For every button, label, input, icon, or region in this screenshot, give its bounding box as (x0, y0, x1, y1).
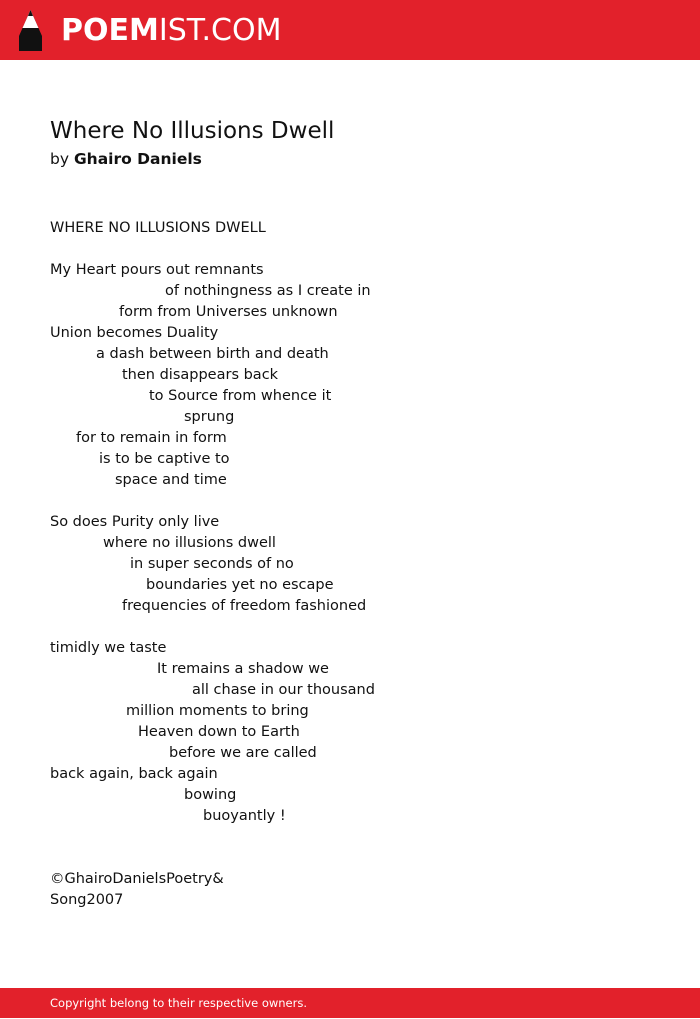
site-header (0, 0, 700, 60)
poem-line: space and time (115, 472, 227, 488)
pencil-tip-icon[interactable] (18, 10, 43, 51)
poem-copyright (50, 869, 224, 911)
poem-line: So does Purity only live (50, 514, 220, 530)
poem-line: is to be captive to (99, 451, 230, 467)
poem-line (50, 617, 670, 638)
poem-line: before we are called (169, 745, 317, 761)
poem-line: sprung (184, 409, 235, 425)
poem-line: Union becomes Duality (50, 325, 219, 341)
poem-line: million moments to bring (126, 703, 309, 719)
poem-line: WHERE NO ILLUSIONS DWELL (50, 220, 266, 236)
poem-body (50, 218, 670, 827)
poem-line: boundaries yet no escape (146, 577, 334, 593)
copyright-line: ©GhairoDanielsPoetry& (50, 871, 224, 887)
poem-line: back again, back again (50, 766, 218, 782)
poem-line: buoyantly ! (203, 808, 286, 824)
poem-line: for to remain in form (76, 430, 227, 446)
poem-line: form from Universes unknown (119, 304, 338, 320)
poem-line: a dash between birth and death (96, 346, 329, 362)
poem-line: then disappears back (122, 367, 279, 383)
poem-line: My Heart pours out remnants (50, 262, 264, 278)
site-footer (0, 988, 700, 1018)
poem-line: bowing (184, 787, 237, 803)
poem-line: Heaven down to Earth (138, 724, 300, 740)
site-brand[interactable] (61, 11, 281, 51)
by-label: by (50, 150, 70, 168)
poem-line: where no illusions dwell (103, 535, 276, 551)
poem-line: in super seconds of no (130, 556, 294, 572)
poem-line (50, 239, 670, 260)
poem-line: to Source from whence it (149, 388, 332, 404)
poem-line: It remains a shadow we (157, 661, 329, 677)
footer-copyright: Copyright belong to their respective owners. (50, 996, 308, 1010)
brand-light: IST.COM (158, 13, 282, 48)
poem-line: frequencies of freedom fashioned (122, 598, 367, 614)
byline (50, 148, 202, 170)
poem-title: Where No Illusions Dwell (50, 118, 335, 144)
poem-line (50, 491, 670, 512)
author-name[interactable]: Ghairo Daniels (73, 150, 202, 168)
poem-line: timidly we taste (50, 640, 167, 656)
copyright-line: Song2007 (50, 892, 124, 908)
brand-bold: POEM (61, 13, 159, 48)
poem-line: all chase in our thousand (192, 682, 375, 698)
poem-line: of nothingness as I create in (165, 283, 371, 299)
